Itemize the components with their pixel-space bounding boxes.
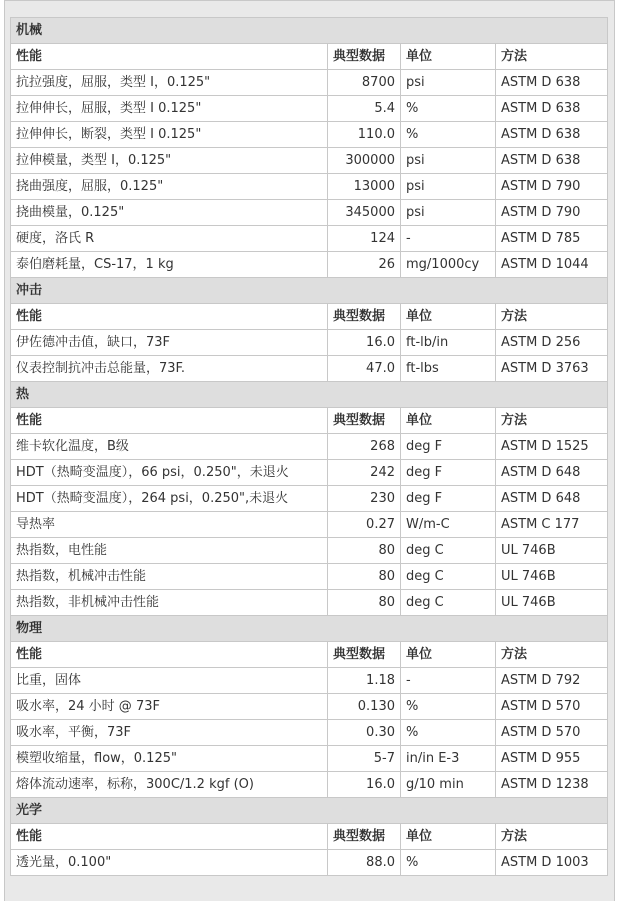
col-header-property: 性能	[11, 44, 328, 70]
table-row	[11, 70, 608, 96]
cell-unit: deg C	[401, 564, 496, 590]
column-header-row	[11, 44, 608, 70]
cell-value: 124	[328, 226, 401, 252]
cell-unit: deg F	[401, 434, 496, 460]
col-header-method: 方法	[496, 304, 608, 330]
cell-property: 吸水率，平衡，73F	[11, 720, 328, 746]
cell-property: 伊佐德冲击值，缺口，73F	[11, 330, 328, 356]
cell-unit: -	[401, 668, 496, 694]
cell-value: 80	[328, 538, 401, 564]
cell-unit: %	[401, 694, 496, 720]
section-header	[11, 382, 608, 408]
col-header-method: 方法	[496, 824, 608, 850]
cell-method: ASTM D 3763	[496, 356, 608, 382]
cell-property: 挠曲模量，0.125"	[11, 200, 328, 226]
cell-property: 仪表控制抗冲击总能量，73F.	[11, 356, 328, 382]
col-header-unit: 单位	[401, 408, 496, 434]
col-header-typical: 典型数据	[328, 408, 401, 434]
cell-property: 拉伸伸长，屈服，类型 I 0.125"	[11, 96, 328, 122]
cell-method: ASTM D 648	[496, 486, 608, 512]
cell-value: 5.4	[328, 96, 401, 122]
cell-unit: deg C	[401, 538, 496, 564]
table-row	[11, 434, 608, 460]
cell-value: 1.18	[328, 668, 401, 694]
cell-method: ASTM D 256	[496, 330, 608, 356]
cell-value: 268	[328, 434, 401, 460]
cell-method: ASTM D 1525	[496, 434, 608, 460]
cell-value: 5-7	[328, 746, 401, 772]
table-row	[11, 538, 608, 564]
table-row	[11, 668, 608, 694]
cell-unit: %	[401, 122, 496, 148]
column-header-row	[11, 824, 608, 850]
col-header-method: 方法	[496, 642, 608, 668]
col-header-method: 方法	[496, 408, 608, 434]
cell-value: 80	[328, 564, 401, 590]
table-row	[11, 694, 608, 720]
cell-unit: ft-lb/in	[401, 330, 496, 356]
cell-property: HDT（热畸变温度），264 psi，0.250",未退火	[11, 486, 328, 512]
table-row	[11, 96, 608, 122]
cell-value: 8700	[328, 70, 401, 96]
col-header-unit: 单位	[401, 304, 496, 330]
table-row	[11, 174, 608, 200]
cell-property: 透光量，0.100"	[11, 850, 328, 876]
col-header-typical: 典型数据	[328, 642, 401, 668]
cell-unit: psi	[401, 200, 496, 226]
cell-unit: in/in E-3	[401, 746, 496, 772]
section-title: 冲击	[11, 278, 608, 304]
col-header-property: 性能	[11, 304, 328, 330]
cell-method: UL 746B	[496, 538, 608, 564]
section-title: 光学	[11, 798, 608, 824]
cell-unit: g/10 min	[401, 772, 496, 798]
cell-property: 导热率	[11, 512, 328, 538]
cell-method: ASTM D 638	[496, 148, 608, 174]
section-title: 机械	[11, 18, 608, 44]
cell-method: UL 746B	[496, 564, 608, 590]
cell-unit: psi	[401, 174, 496, 200]
cell-value: 0.130	[328, 694, 401, 720]
col-header-unit: 单位	[401, 44, 496, 70]
cell-value: 16.0	[328, 330, 401, 356]
cell-method: ASTM D 648	[496, 460, 608, 486]
cell-method: ASTM D 1003	[496, 850, 608, 876]
cell-method: ASTM D 638	[496, 122, 608, 148]
col-header-property: 性能	[11, 408, 328, 434]
cell-method: ASTM C 177	[496, 512, 608, 538]
cell-method: ASTM D 570	[496, 694, 608, 720]
cell-value: 110.0	[328, 122, 401, 148]
table-row	[11, 252, 608, 278]
cell-property: 挠曲强度，屈服，0.125"	[11, 174, 328, 200]
table-row	[11, 772, 608, 798]
cell-unit: ft-lbs	[401, 356, 496, 382]
cell-method: ASTM D 790	[496, 174, 608, 200]
cell-method: ASTM D 570	[496, 720, 608, 746]
cell-property: 比重，固体	[11, 668, 328, 694]
table-row	[11, 148, 608, 174]
table-row	[11, 330, 608, 356]
cell-unit: deg F	[401, 486, 496, 512]
col-header-unit: 单位	[401, 824, 496, 850]
cell-property: 硬度，洛氏 R	[11, 226, 328, 252]
cell-method: ASTM D 638	[496, 96, 608, 122]
col-header-method: 方法	[496, 44, 608, 70]
cell-value: 0.30	[328, 720, 401, 746]
cell-value: 88.0	[328, 850, 401, 876]
column-header-row	[11, 408, 608, 434]
col-header-typical: 典型数据	[328, 44, 401, 70]
table-row	[11, 746, 608, 772]
cell-unit: mg/1000cy	[401, 252, 496, 278]
col-header-typical: 典型数据	[328, 824, 401, 850]
table-row	[11, 356, 608, 382]
cell-property: 热指数，机械冲击性能	[11, 564, 328, 590]
table-row	[11, 486, 608, 512]
cell-unit: psi	[401, 70, 496, 96]
cell-property: 熔体流动速率，标称，300C/1.2 kgf (O)	[11, 772, 328, 798]
cell-value: 242	[328, 460, 401, 486]
cell-value: 13000	[328, 174, 401, 200]
table-row	[11, 850, 608, 876]
section-title: 物理	[11, 616, 608, 642]
cell-property: 泰伯磨耗量，CS-17，1 kg	[11, 252, 328, 278]
properties-table	[10, 17, 608, 876]
cell-value: 26	[328, 252, 401, 278]
cell-method: ASTM D 955	[496, 746, 608, 772]
cell-property: 吸水率，24 小时 @ 73F	[11, 694, 328, 720]
cell-method: ASTM D 790	[496, 200, 608, 226]
cell-method: ASTM D 785	[496, 226, 608, 252]
cell-property: 维卡软化温度，B级	[11, 434, 328, 460]
cell-property: 拉伸模量，类型 I，0.125"	[11, 148, 328, 174]
section-header	[11, 798, 608, 824]
cell-unit: deg F	[401, 460, 496, 486]
table-row	[11, 512, 608, 538]
col-header-unit: 单位	[401, 642, 496, 668]
section-title: 热	[11, 382, 608, 408]
cell-value: 345000	[328, 200, 401, 226]
table-row	[11, 590, 608, 616]
cell-method: ASTM D 638	[496, 70, 608, 96]
table-row	[11, 226, 608, 252]
cell-property: 抗拉强度，屈服，类型 I，0.125"	[11, 70, 328, 96]
cell-property: 模塑收缩量，flow，0.125"	[11, 746, 328, 772]
cell-value: 300000	[328, 148, 401, 174]
cell-unit: deg C	[401, 590, 496, 616]
col-header-typical: 典型数据	[328, 304, 401, 330]
section-header	[11, 616, 608, 642]
cell-method: ASTM D 1044	[496, 252, 608, 278]
table-row	[11, 720, 608, 746]
cell-property: 热指数，电性能	[11, 538, 328, 564]
cell-unit: %	[401, 96, 496, 122]
cell-property: 拉伸伸长，断裂，类型 I 0.125"	[11, 122, 328, 148]
cell-property: HDT（热畸变温度），66 psi，0.250"，未退火	[11, 460, 328, 486]
table-row	[11, 460, 608, 486]
cell-unit: W/m-C	[401, 512, 496, 538]
col-header-property: 性能	[11, 824, 328, 850]
cell-unit: psi	[401, 148, 496, 174]
cell-value: 230	[328, 486, 401, 512]
cell-unit: %	[401, 850, 496, 876]
cell-value: 16.0	[328, 772, 401, 798]
column-header-row	[11, 304, 608, 330]
column-header-row	[11, 642, 608, 668]
cell-value: 0.27	[328, 512, 401, 538]
cell-unit: %	[401, 720, 496, 746]
section-header	[11, 278, 608, 304]
cell-value: 47.0	[328, 356, 401, 382]
table-row	[11, 564, 608, 590]
cell-method: UL 746B	[496, 590, 608, 616]
cell-property: 热指数，非机械冲击性能	[11, 590, 328, 616]
col-header-property: 性能	[11, 642, 328, 668]
table-row	[11, 200, 608, 226]
cell-unit: -	[401, 226, 496, 252]
cell-method: ASTM D 792	[496, 668, 608, 694]
table-row	[11, 122, 608, 148]
section-header	[11, 18, 608, 44]
cell-method: ASTM D 1238	[496, 772, 608, 798]
cell-value: 80	[328, 590, 401, 616]
